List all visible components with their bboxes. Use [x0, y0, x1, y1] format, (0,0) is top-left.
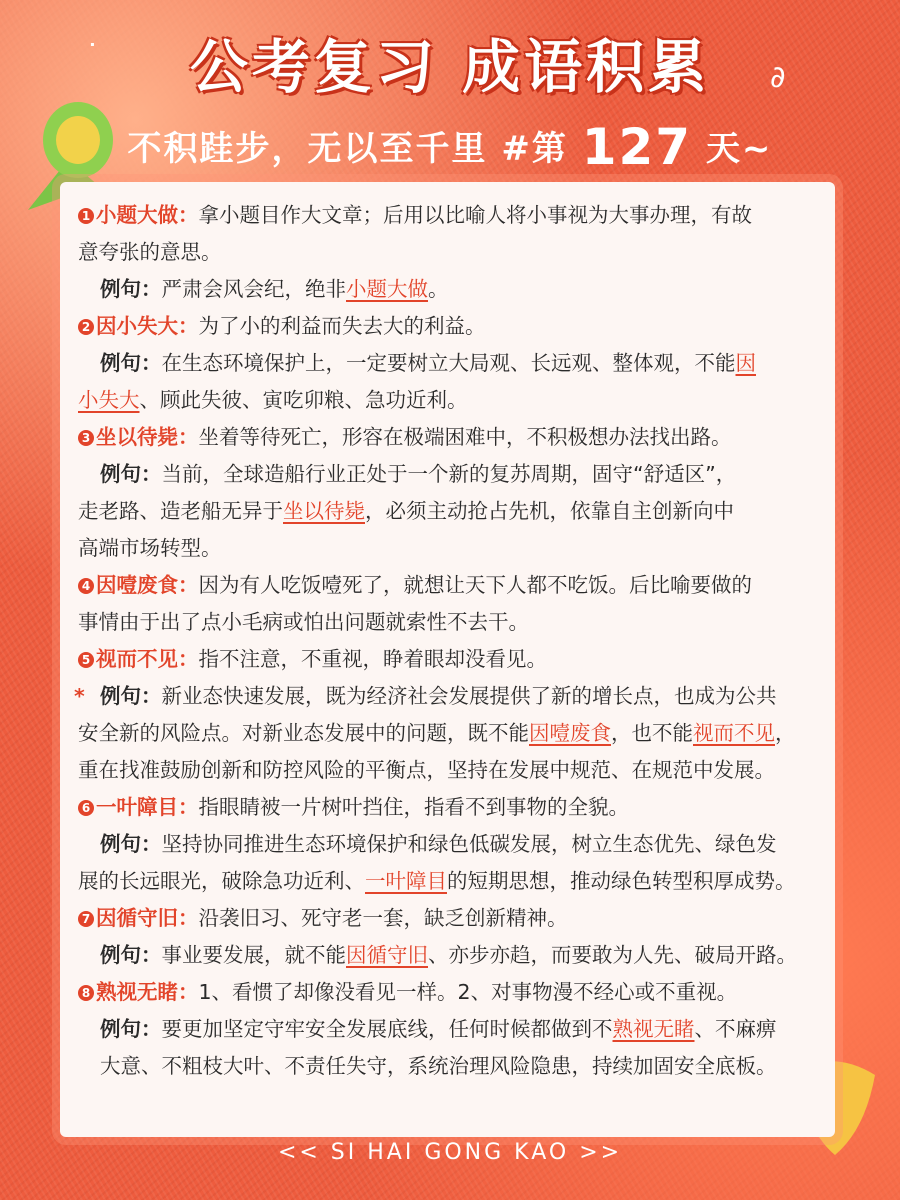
example-text: ，	[775, 721, 796, 745]
definition: 坐着等待死亡，形容在极端困难中，不积极想办法找出路。	[198, 425, 732, 449]
highlighted-idiom: 熟视无睹	[612, 1017, 695, 1041]
highlighted-idiom: 因	[735, 351, 756, 375]
definition: 事情由于出了点小毛病或怕出问题就索性不去干。	[78, 610, 529, 634]
example-text: ，必须主动抢占先机，依靠自主创新向中	[365, 499, 734, 523]
definition-line	[78, 604, 823, 641]
day-number: 127	[581, 118, 693, 176]
list-item	[78, 974, 823, 1011]
example-text: 大意、不粗枝大叶、不责任失守，系统治理风险隐患，持续加固安全底板。	[100, 1054, 777, 1078]
example-text: 、不麻痹	[694, 1017, 777, 1041]
example-text: 的短期思想，推动绿色转型积厚成势。	[447, 869, 796, 893]
example-line	[78, 826, 823, 863]
example-text: 展的长远眼光，破除急功近利、	[78, 869, 365, 893]
example-line	[78, 271, 823, 308]
swirl-icon: ∂	[770, 60, 786, 95]
header	[0, 20, 900, 104]
idiom-term: 小题大做：	[96, 203, 199, 227]
list-item	[78, 789, 823, 826]
example-text: 严肃会风会纪，绝非	[161, 277, 346, 301]
idiom-term: 坐以待毙：	[96, 425, 199, 449]
number-badge: 8	[78, 985, 94, 1001]
example-text: 坚持协同推进生态环境保护和绿色低碳发展，树立生态优先、绿色发	[161, 832, 777, 856]
example-text: ，也不能	[611, 721, 693, 745]
number-badge: 5	[78, 652, 94, 668]
subtitle-suffix: 天~	[705, 129, 773, 169]
highlighted-idiom: 因循守旧	[346, 943, 428, 967]
star-marker: *	[74, 684, 85, 708]
example-line	[78, 715, 823, 752]
example-text: 重在找准鼓励创新和防控风险的平衡点，坚持在发展中规范、在规范中发展。	[78, 758, 775, 782]
example-line	[78, 937, 823, 974]
idiom-term: 因循守旧：	[96, 906, 199, 930]
example-label: 例句：	[100, 832, 162, 856]
example-line	[78, 1011, 823, 1048]
example-text: 安全新的风险点。对新业态发展中的问题，既不能	[78, 721, 529, 745]
example-label: 例句：	[100, 462, 162, 486]
definition: 指不注意，不重视，睁着眼却没看见。	[198, 647, 547, 671]
example-label: 例句：	[100, 943, 162, 967]
idiom-term: 因小失大：	[96, 314, 199, 338]
highlighted-idiom: 小题大做	[346, 277, 428, 301]
example-text: 走老路、造老船无异于	[78, 499, 283, 523]
example-line	[78, 382, 823, 419]
idiom-term: 熟视无睹：	[96, 980, 199, 1004]
list-item	[78, 308, 823, 345]
definition-line	[78, 234, 823, 271]
example-line	[78, 1048, 823, 1085]
example-text: 当前，全球造船行业正处于一个新的复苏周期，固守“舒适区”，	[161, 462, 737, 486]
definition: 沿袭旧习、死守老一套，缺乏创新精神。	[198, 906, 568, 930]
footer-brand: << SI HAI GONG KAO >>	[277, 1140, 623, 1165]
example-text: 新业态快速发展，既为经济社会发展提供了新的增长点，也成为公共	[161, 684, 777, 708]
idiom-list	[74, 197, 823, 1085]
example-line	[78, 752, 823, 789]
example-text: 要更加坚定守牢安全发展底线，任何时候都做到不	[161, 1017, 613, 1041]
example-text: 事业要发展，就不能	[161, 943, 346, 967]
idiom-term: 因噎废食：	[96, 573, 199, 597]
definition: 1、看惯了却像没看见一样。2、对事物漫不经心或不重视。	[198, 980, 738, 1004]
example-text: 在生态环境保护上，一定要树立大局观、长远观、整体观，不能	[161, 351, 736, 375]
number-badge: 3	[78, 430, 94, 446]
subtitle	[0, 118, 900, 176]
example-line	[78, 493, 823, 530]
page-title: 公考复习 成语积累	[189, 33, 711, 101]
number-badge: 1	[78, 208, 94, 224]
example-line	[78, 863, 823, 900]
example-label: 例句：	[100, 684, 162, 708]
highlighted-idiom: 坐以待毙	[283, 499, 365, 523]
number-badge: 4	[78, 578, 94, 594]
definition: 拿小题目作大文章；后用以比喻人将小事视为大事办理，有故	[198, 203, 752, 227]
example-label: 例句：	[100, 277, 162, 301]
highlighted-idiom: 小失大	[78, 388, 140, 412]
list-item	[78, 900, 823, 937]
number-badge: 7	[78, 911, 94, 927]
example-line	[74, 678, 823, 715]
definition: 因为有人吃饭噎死了，就想让天下人都不吃饭。后比喻要做的	[198, 573, 752, 597]
example-line	[78, 345, 823, 382]
example-text: 高端市场转型。	[78, 536, 222, 560]
example-text: 。	[428, 277, 449, 301]
list-item	[78, 641, 823, 678]
highlighted-idiom: 因噎废食	[529, 721, 611, 745]
definition: 指眼睛被一片树叶挡住，指看不到事物的全貌。	[198, 795, 629, 819]
definition: 为了小的利益而失去大的利益。	[198, 314, 486, 338]
sparkle-icon: ᐝ	[88, 38, 96, 73]
idiom-term: 视而不见：	[96, 647, 199, 671]
number-badge: 2	[78, 319, 94, 335]
idiom-term: 一叶障目：	[96, 795, 199, 819]
list-item	[78, 419, 823, 456]
definition: 意夸张的意思。	[78, 240, 222, 264]
example-text: 、顾此失彼、寅吃卯粮、急功近利。	[139, 388, 468, 412]
highlighted-idiom: 视而不见	[693, 721, 775, 745]
list-item	[78, 197, 823, 234]
example-label: 例句：	[100, 1017, 162, 1041]
number-badge: 6	[78, 800, 94, 816]
highlighted-idiom: 一叶障目	[365, 869, 447, 893]
example-label: 例句：	[100, 351, 162, 375]
example-line	[78, 456, 823, 493]
list-item	[78, 567, 823, 604]
example-text: 、亦步亦趋，而要敢为人先、破局开路。	[428, 943, 797, 967]
subtitle-prefix: 不积跬步，无以至千里 #第	[127, 129, 568, 169]
example-line	[78, 530, 823, 567]
